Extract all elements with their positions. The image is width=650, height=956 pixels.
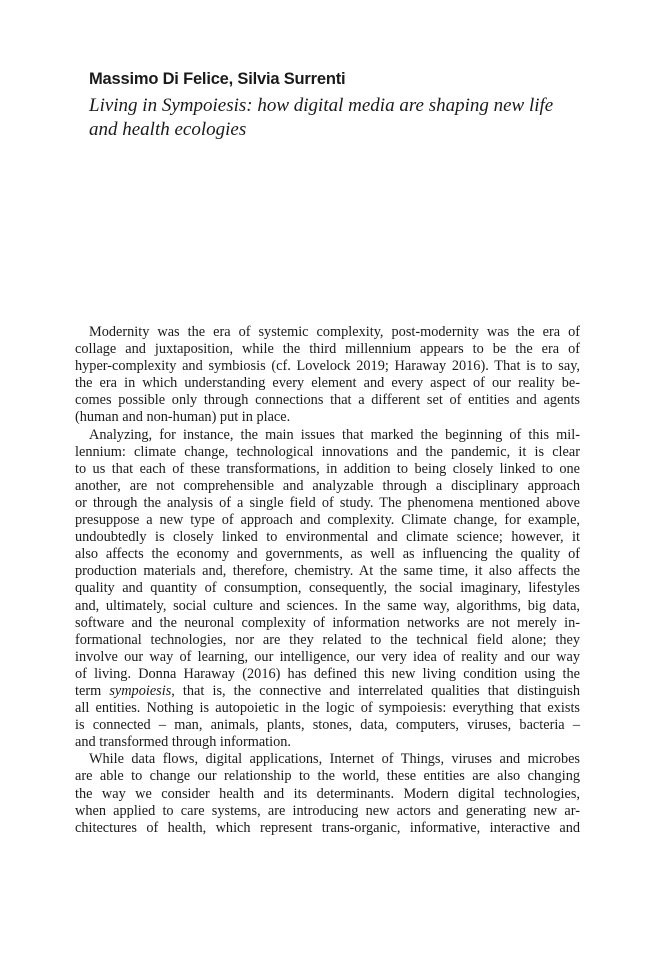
text-line: and transformed through information. [75, 734, 291, 751]
chapter-body [75, 324, 580, 837]
text-line: involve our way of learning, our intelligence, our very idea of reality and our way [75, 648, 580, 665]
text-line: While data flows, digital applications, Internet of Things, viruses and microbes [89, 751, 580, 768]
text-line: to us that each of these transformations, in addition to being closely linked to one [75, 460, 580, 477]
text-line: undoubtedly is closely linked to environmental and climate science; however, it [75, 529, 580, 546]
text-line: lennium: climate change, technological innovations and the pandemic, it is clear [75, 443, 580, 460]
text-line: when applied to care systems, are introducing new actors and generating new ar- [75, 802, 580, 819]
text-segment: term [75, 682, 102, 699]
text-line: also affects the economy and governments, as well as influencing the quality of [75, 546, 580, 563]
italic-term: sympoiesis [109, 682, 172, 699]
text-line: production materials and, therefore, chemistry. At the same time, it also affects the [75, 563, 580, 580]
chapter-title [89, 94, 589, 142]
chapter-title-line: and health ecologies [89, 119, 247, 140]
text-line-mixed [75, 683, 580, 700]
chapter-authors: Massimo Di Felice, Silvia Surrenti [89, 70, 346, 88]
text-line: the way we consider health and its determinants. Modern digital technologies, [75, 785, 580, 802]
text-line: the era in which understanding every element and every aspect of our reality be- [75, 375, 580, 392]
text-line: formational technologies, nor are they related to the technical field alone; they [75, 631, 580, 648]
text-segment: , that is, the connective and interrelated qualities that distinguish [171, 682, 580, 699]
text-line: Analyzing, for instance, the main issues that marked the beginning of this mil- [89, 426, 580, 443]
text-line: and, ultimately, social culture and sciences. In the same way, algorithms, big data, [75, 597, 580, 614]
text-line: hyper-complexity and symbiosis (cf. Lovelock 2019; Haraway 2016). That is to say, [75, 358, 580, 375]
chapter-title-line: Living in Sympoiesis: how digital media are shaping new life [89, 95, 554, 116]
text-line: comes possible only through connections that a different set of entities and agents [75, 392, 580, 409]
text-line: are able to change our relationship to the world, these entities are also changing [75, 768, 580, 785]
text-line: Modernity was the era of systemic complexity, post-modernity was the era of [89, 324, 580, 340]
text-line: collage and juxtaposition, while the third millennium appears to be the era of [75, 341, 580, 358]
text-line: (human and non-human) put in place. [75, 409, 291, 426]
text-line: presuppose a new type of approach and complexity. Climate change, for example, [75, 512, 580, 529]
text-line: of living. Donna Haraway (2016) has defined this new living condition using the [75, 665, 580, 682]
text-line: software and the neuronal complexity of information networks are not merely in- [75, 614, 580, 631]
text-line: or through the analysis of a single field of study. The phenomena mentioned above [75, 494, 580, 511]
text-line: quality and quantity of consumption, consequently, the social imaginary, lifestyles [75, 580, 580, 597]
text-line: is connected – man, animals, plants, stones, data, computers, viruses, bacteria – [75, 717, 580, 734]
text-line: all entities. Nothing is autopoietic in the logic of sympoiesis: everything that exists [75, 700, 580, 717]
text-line: chitectures of health, which represent trans-organic, informative, interactive and [75, 819, 580, 836]
text-line: another, are not comprehensible and analyzable through a disciplinary approach [75, 477, 580, 494]
